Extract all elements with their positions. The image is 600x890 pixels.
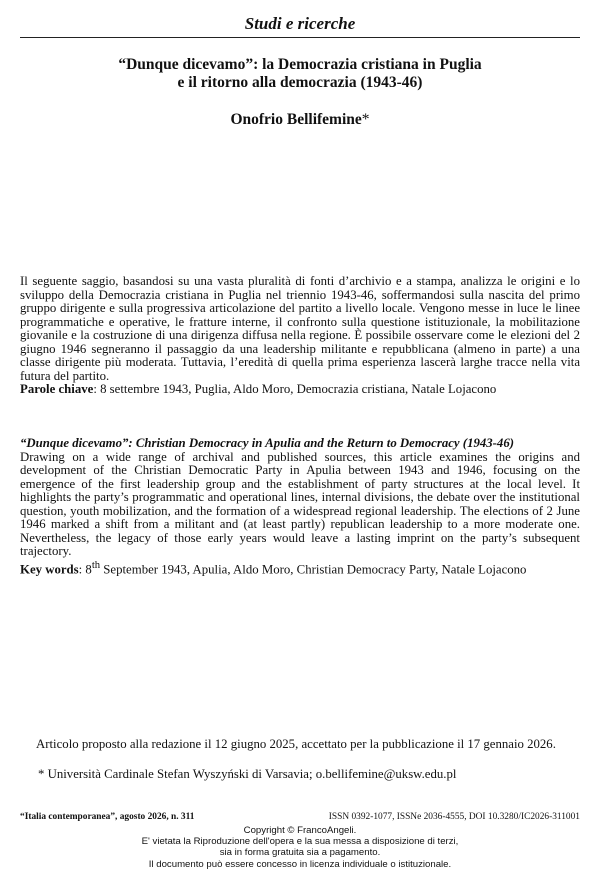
section-header: Studi e ricerche bbox=[244, 14, 356, 33]
journal-identifiers: ISSN 0392-1077, ISSNe 2036-4555, DOI 10.3280/IC2026-311001 bbox=[328, 812, 580, 822]
copyright-line-4: Il documento può essere concesso in licenza individuale o istituzionale. bbox=[148, 858, 452, 870]
abstract-italian bbox=[20, 275, 580, 397]
keywords-italian bbox=[20, 383, 580, 397]
keywords-italian-label: Parole chiave bbox=[20, 382, 94, 396]
copyright-notice bbox=[20, 825, 580, 870]
abstract-english bbox=[20, 437, 580, 576]
author-footnote-mark: * bbox=[361, 111, 370, 128]
author-name: Onofrio Bellifemine bbox=[230, 111, 362, 128]
copyright-line-1: Copyright © FrancoAngeli. bbox=[243, 825, 357, 836]
article-title bbox=[20, 56, 580, 92]
article-title-line-2: e il ritorno alla democrazia (1943-46) bbox=[177, 74, 423, 91]
keywords-english-label: Key words bbox=[20, 561, 79, 576]
abstract-italian-text: Il seguente saggio, basandosi su una vasta pluralità di fonti d’archivio e a stampa, analizza le origini e lo sviluppo della Democrazia cristiana in Puglia nel triennio 1943-46, soffermandosi sulla nascita del primo gruppo dirigente e sulla progressiva articolazione del partito a livello locale. Vengono messe in luce le linee programmatiche e operative, le fratture interne, il confronto sulla questione istituzionale, la mobilitazione giovanile e la costruzione di una dirigenza diffusa nella regione. È possibile osservare come le elezioni del 2 giugno 1946 segneranno il passaggio da una leadership militante e repubblicana (almeno in parte) a una classe dirigente più moderata. Tuttavia, l’eredità di quella prima esperienza lascerà larghe tracce nella vita futura del partito. bbox=[20, 274, 580, 383]
keywords-italian-list: : 8 settembre 1943, Puglia, Aldo Moro, Democrazia cristiana, Natale Lojacono bbox=[93, 382, 497, 396]
keywords-english-sup: th bbox=[91, 559, 101, 571]
english-title: “Dunque dicevamo”: Christian Democracy in Apulia and the Return to Democracy (1943-46) bbox=[20, 436, 514, 450]
keywords-english-sep: : 8 bbox=[78, 561, 92, 576]
header-divider bbox=[20, 37, 580, 38]
submission-note: Articolo proposto alla redazione il 12 giugno 2025, accettato per la pubblicazione il 17 gennaio 2026. bbox=[36, 737, 556, 751]
article-title-line-1: “Dunque dicevamo”: la Democrazia cristiana in Puglia bbox=[118, 56, 482, 73]
copyright-line-2: E' vietata la Riproduzione dell'opera e la sua messa a disposizione di terzi, bbox=[141, 836, 459, 848]
author-affiliation: * Università Cardinale Stefan Wyszyński di Varsavia; o.bellifemine@uksw.edu.pl bbox=[38, 767, 457, 781]
keywords-english bbox=[20, 559, 580, 577]
abstract-english-text: Drawing on a wide range of archival and published sources, this article examines the origins and development of the Christian Democratic Party in Apulia between 1943 and 1946, focusing on the emergence of the first leadership group and the establishment of party structures at the local level. It highlights the party’s programmatic and operational lines, internal divisions, the debate over the institutional question, youth mobilization, and the formation of a widespread regional leadership. The elections of 2 June 1946 marked a shift from a militant and (at least partly) republican leadership to a more moderate one. Nevertheless, the legacy of those early years would leave a lasting imprint on the party’s subsequent trajectory. bbox=[20, 449, 580, 558]
journal-citation: “Italia contemporanea”, agosto 2026, n. 311 bbox=[20, 812, 195, 822]
journal-footer bbox=[20, 812, 580, 823]
copyright-line-3: sia in forma gratuita sia a pagamento. bbox=[219, 847, 381, 859]
keywords-english-list: September 1943, Apulia, Aldo Moro, Christian Democracy Party, Natale Lojacono bbox=[100, 561, 527, 576]
author-line bbox=[20, 111, 580, 129]
